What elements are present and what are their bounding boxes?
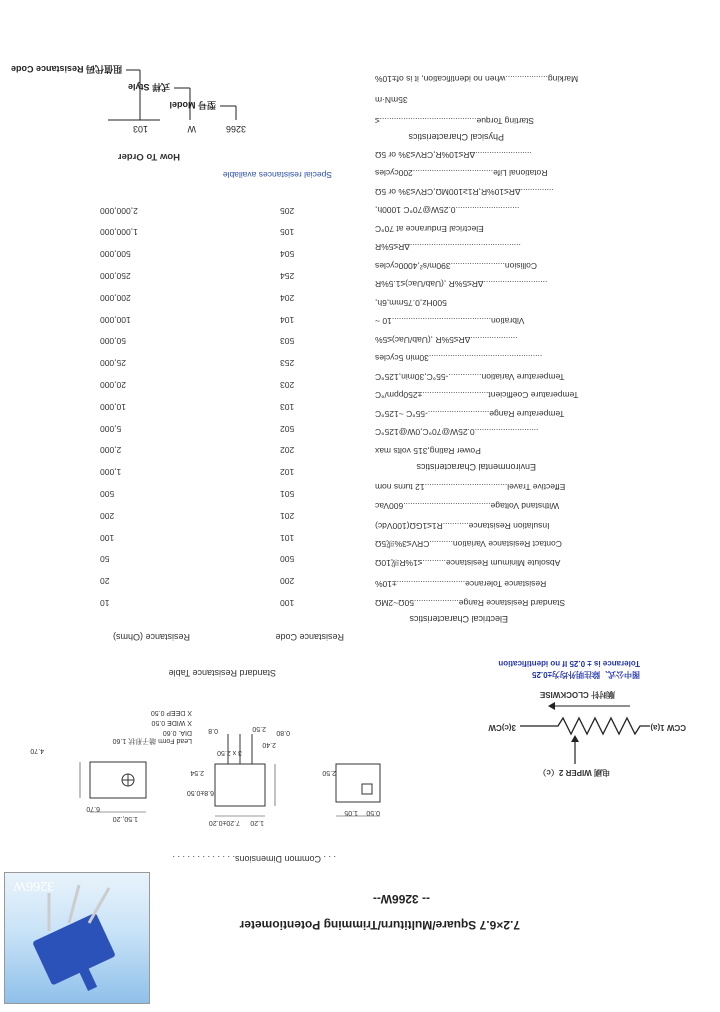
table-cell-code: 501: [280, 489, 295, 499]
special-resistances-note: Special resistances available: [222, 170, 332, 180]
tolerance-note-en: Tolerance is ± 0.25 If no identification: [498, 659, 640, 668]
environmental-line: 500Hz,0.75mm,6h,: [375, 298, 447, 308]
order-style-label: 式样 Style: [127, 82, 170, 92]
table-cell-code: 203: [280, 380, 295, 390]
table-cell-resistance: 10: [100, 598, 110, 608]
dim-label: 2.54: [190, 769, 204, 776]
table-col-code: Resistance Code: [275, 632, 344, 642]
order-code-model: 3266: [225, 124, 246, 134]
table-cell-resistance: 100: [100, 532, 115, 543]
table-cell-resistance: 20: [100, 576, 110, 587]
wiper-label: 电刷 WIPER 2（c）: [538, 768, 610, 777]
table-cell-resistance: 500,000: [100, 249, 131, 260]
table-cell-code: 202: [280, 445, 295, 456]
dim-label: 6.70: [86, 805, 100, 812]
environmental-line: ...............................................ΔR≤5%R: [375, 242, 521, 253]
dim-label: 0.80: [276, 729, 290, 736]
table-cell-code: 104: [280, 314, 295, 325]
table-cell-code: 503: [280, 336, 295, 347]
order-code-style: W: [187, 124, 196, 134]
table-cell-code: 200: [280, 576, 295, 587]
environmental-line: ...........................0.25W@70°C 1000h,: [375, 205, 520, 216]
physical-line: 35mN·m: [375, 95, 408, 105]
table-cell-code: 105: [280, 227, 295, 238]
electrical-line: Insulation Resistance...........R1≤1GΩ(100Vdc): [375, 520, 550, 531]
table-cell-resistance: 25,000: [100, 358, 126, 369]
page-title: 7.2×6.7 Square/Multiturn/Trimming Potentiometer: [239, 918, 520, 932]
table-cell-code: 504: [280, 249, 295, 260]
environmental-line: Temperature Coefficient............................±250ppm/°C: [375, 390, 579, 401]
table-cell-code: 201: [280, 510, 295, 521]
table-cell-code: 254: [280, 271, 295, 281]
table-cell-code: 101: [280, 532, 295, 543]
lead-spec: DIA. 0.60: [162, 729, 192, 736]
lead-spec: Lead Form 端子形状 1.60: [112, 737, 192, 744]
table-cell-resistance: 50: [100, 554, 110, 565]
table-cell-resistance: 200,000: [100, 292, 131, 303]
table-cell-resistance: 100,000: [100, 314, 131, 325]
order-code-resistance: 103: [132, 124, 148, 134]
table-cell-resistance: 500: [100, 489, 115, 499]
tolerance-note-cn: 图中公式、除注明外均为±0.25: [532, 670, 640, 679]
order-rescode-label: 阻值代码 Resistance Code: [10, 64, 122, 74]
environmental-line: Electrical Endurance at 70°C: [375, 224, 484, 234]
lead-spec: X WIDE 0.50: [151, 719, 192, 726]
dim-label: 2.40: [262, 741, 276, 748]
environmental-line: Rotational Life..................................200cycles: [375, 168, 548, 179]
table-cell-resistance: 1,000,000: [100, 227, 138, 238]
table-cell-code: 204: [280, 292, 295, 303]
electrical-line: Effective Travel...................................12 turns nom: [375, 482, 566, 493]
table-cell-code: 103: [280, 401, 295, 412]
dim-label: 3 x 2.50: [217, 749, 242, 756]
dim-label: 0.50: [366, 809, 380, 816]
table-cell-resistance: 2,000,000: [100, 205, 138, 216]
environmental-line: ........................ΔR≤10%R,CRV≤3% or 5Ω: [375, 150, 532, 160]
dim-label: 1.50,.20: [112, 815, 138, 822]
environmental-line: Collision.......................390m/s²,4000cycles: [375, 261, 538, 271]
physical-line: Marking..................when no identification, it is of±10%: [375, 74, 579, 84]
environmental-heading: Environmental Characteristics: [416, 462, 536, 472]
table-cell-code: 100: [280, 598, 295, 608]
ccw-label: CCW 1(a): [650, 723, 686, 732]
electrical-line: Standard Resistance Range...................50Ω~2MΩ: [375, 598, 566, 608]
electrical-line: Absolute Minimum Resistance..........≤1%R或10Ω: [375, 558, 561, 569]
common-dimensions-heading: . . . Common Dimensions. . . . . . . . . . . . .: [172, 854, 336, 864]
standard-table-title: Standard Resistance Table: [168, 668, 276, 678]
table-cell-resistance: 200: [100, 510, 115, 521]
table-cell-code: 205: [280, 205, 295, 216]
physical-line: Starting Torque.........................................≤: [375, 116, 534, 126]
table-cell-resistance: 10,000: [100, 401, 126, 412]
dim-label: 7.20±0.20: [208, 819, 240, 826]
dim-label: 4.70: [30, 747, 44, 754]
environmental-line: Temperature Variation..............-55°C,30min,125°C: [375, 372, 565, 382]
environmental-line: ...........................ΔR≤5%R ,(Uab/Uac)≤1.5%R: [375, 279, 548, 290]
clockwise-label: 顺时针 CLOCKWISE: [539, 690, 615, 699]
dim-label: 2.50: [322, 769, 336, 776]
dim-label: 2.50: [252, 725, 266, 732]
table-cell-code: 502: [280, 423, 295, 434]
environmental-line: ................................................30min 5cycles: [375, 353, 543, 364]
table-cell-code: 102: [280, 467, 295, 478]
table-cell-code: 253: [280, 358, 295, 369]
order-model-label: 型号 Model: [169, 100, 216, 110]
page-subtitle: -- 3266W--: [372, 892, 430, 906]
dim-label: 0.8: [208, 727, 218, 734]
how-to-order-heading: How To Order: [117, 151, 180, 162]
dim-label: 1.05: [344, 809, 358, 816]
environmental-line: ..............ΔR≤10%R,R1≥100MΩ,CRV≤3% or 5Ω: [375, 187, 554, 197]
electrical-heading: Electrical Characteristics: [409, 614, 508, 624]
table-cell-resistance: 50,000: [100, 336, 126, 347]
table-cell-resistance: 5,000: [100, 423, 122, 434]
environmental-line: Vibration..........................................10 ~: [375, 316, 525, 327]
lead-spec: X DEEP 0.50: [150, 709, 192, 716]
electrical-line: Withstand Voltage.....................................600Vac: [375, 501, 560, 512]
product-label: 3266W: [13, 878, 55, 893]
table-cell-resistance: 250,000: [100, 271, 131, 281]
table-cell-resistance: 20,000: [100, 380, 126, 390]
environmental-line: Temperature Range..........................-55°C ~125°C: [375, 409, 565, 419]
table-col-resistance: Resistance (Ohms): [112, 632, 190, 642]
table-cell-code: 500: [280, 554, 295, 565]
electrical-line: Resistance Tolerance.............................±10%: [375, 578, 547, 589]
table-cell-resistance: 2,000: [100, 445, 122, 456]
electrical-line: Contact Resistance Variation..........CRV≤3%或5Ω: [375, 539, 562, 550]
environmental-line: Power Rating,315 volts max: [375, 446, 481, 456]
table-cell-resistance: 1,000: [100, 467, 122, 478]
dim-label: 1.20: [250, 819, 264, 826]
dim-label: 6.8±0.50: [186, 789, 214, 796]
physical-heading: Physical Characteristics: [408, 132, 504, 142]
cw-label: 3(c)CW: [488, 723, 516, 732]
environmental-line: ...........................0.25W@70°C,0W@125°C: [375, 427, 539, 438]
environmental-line: ....................ΔR≤5%R ,(Uab/Uac)≤5%: [375, 335, 518, 345]
